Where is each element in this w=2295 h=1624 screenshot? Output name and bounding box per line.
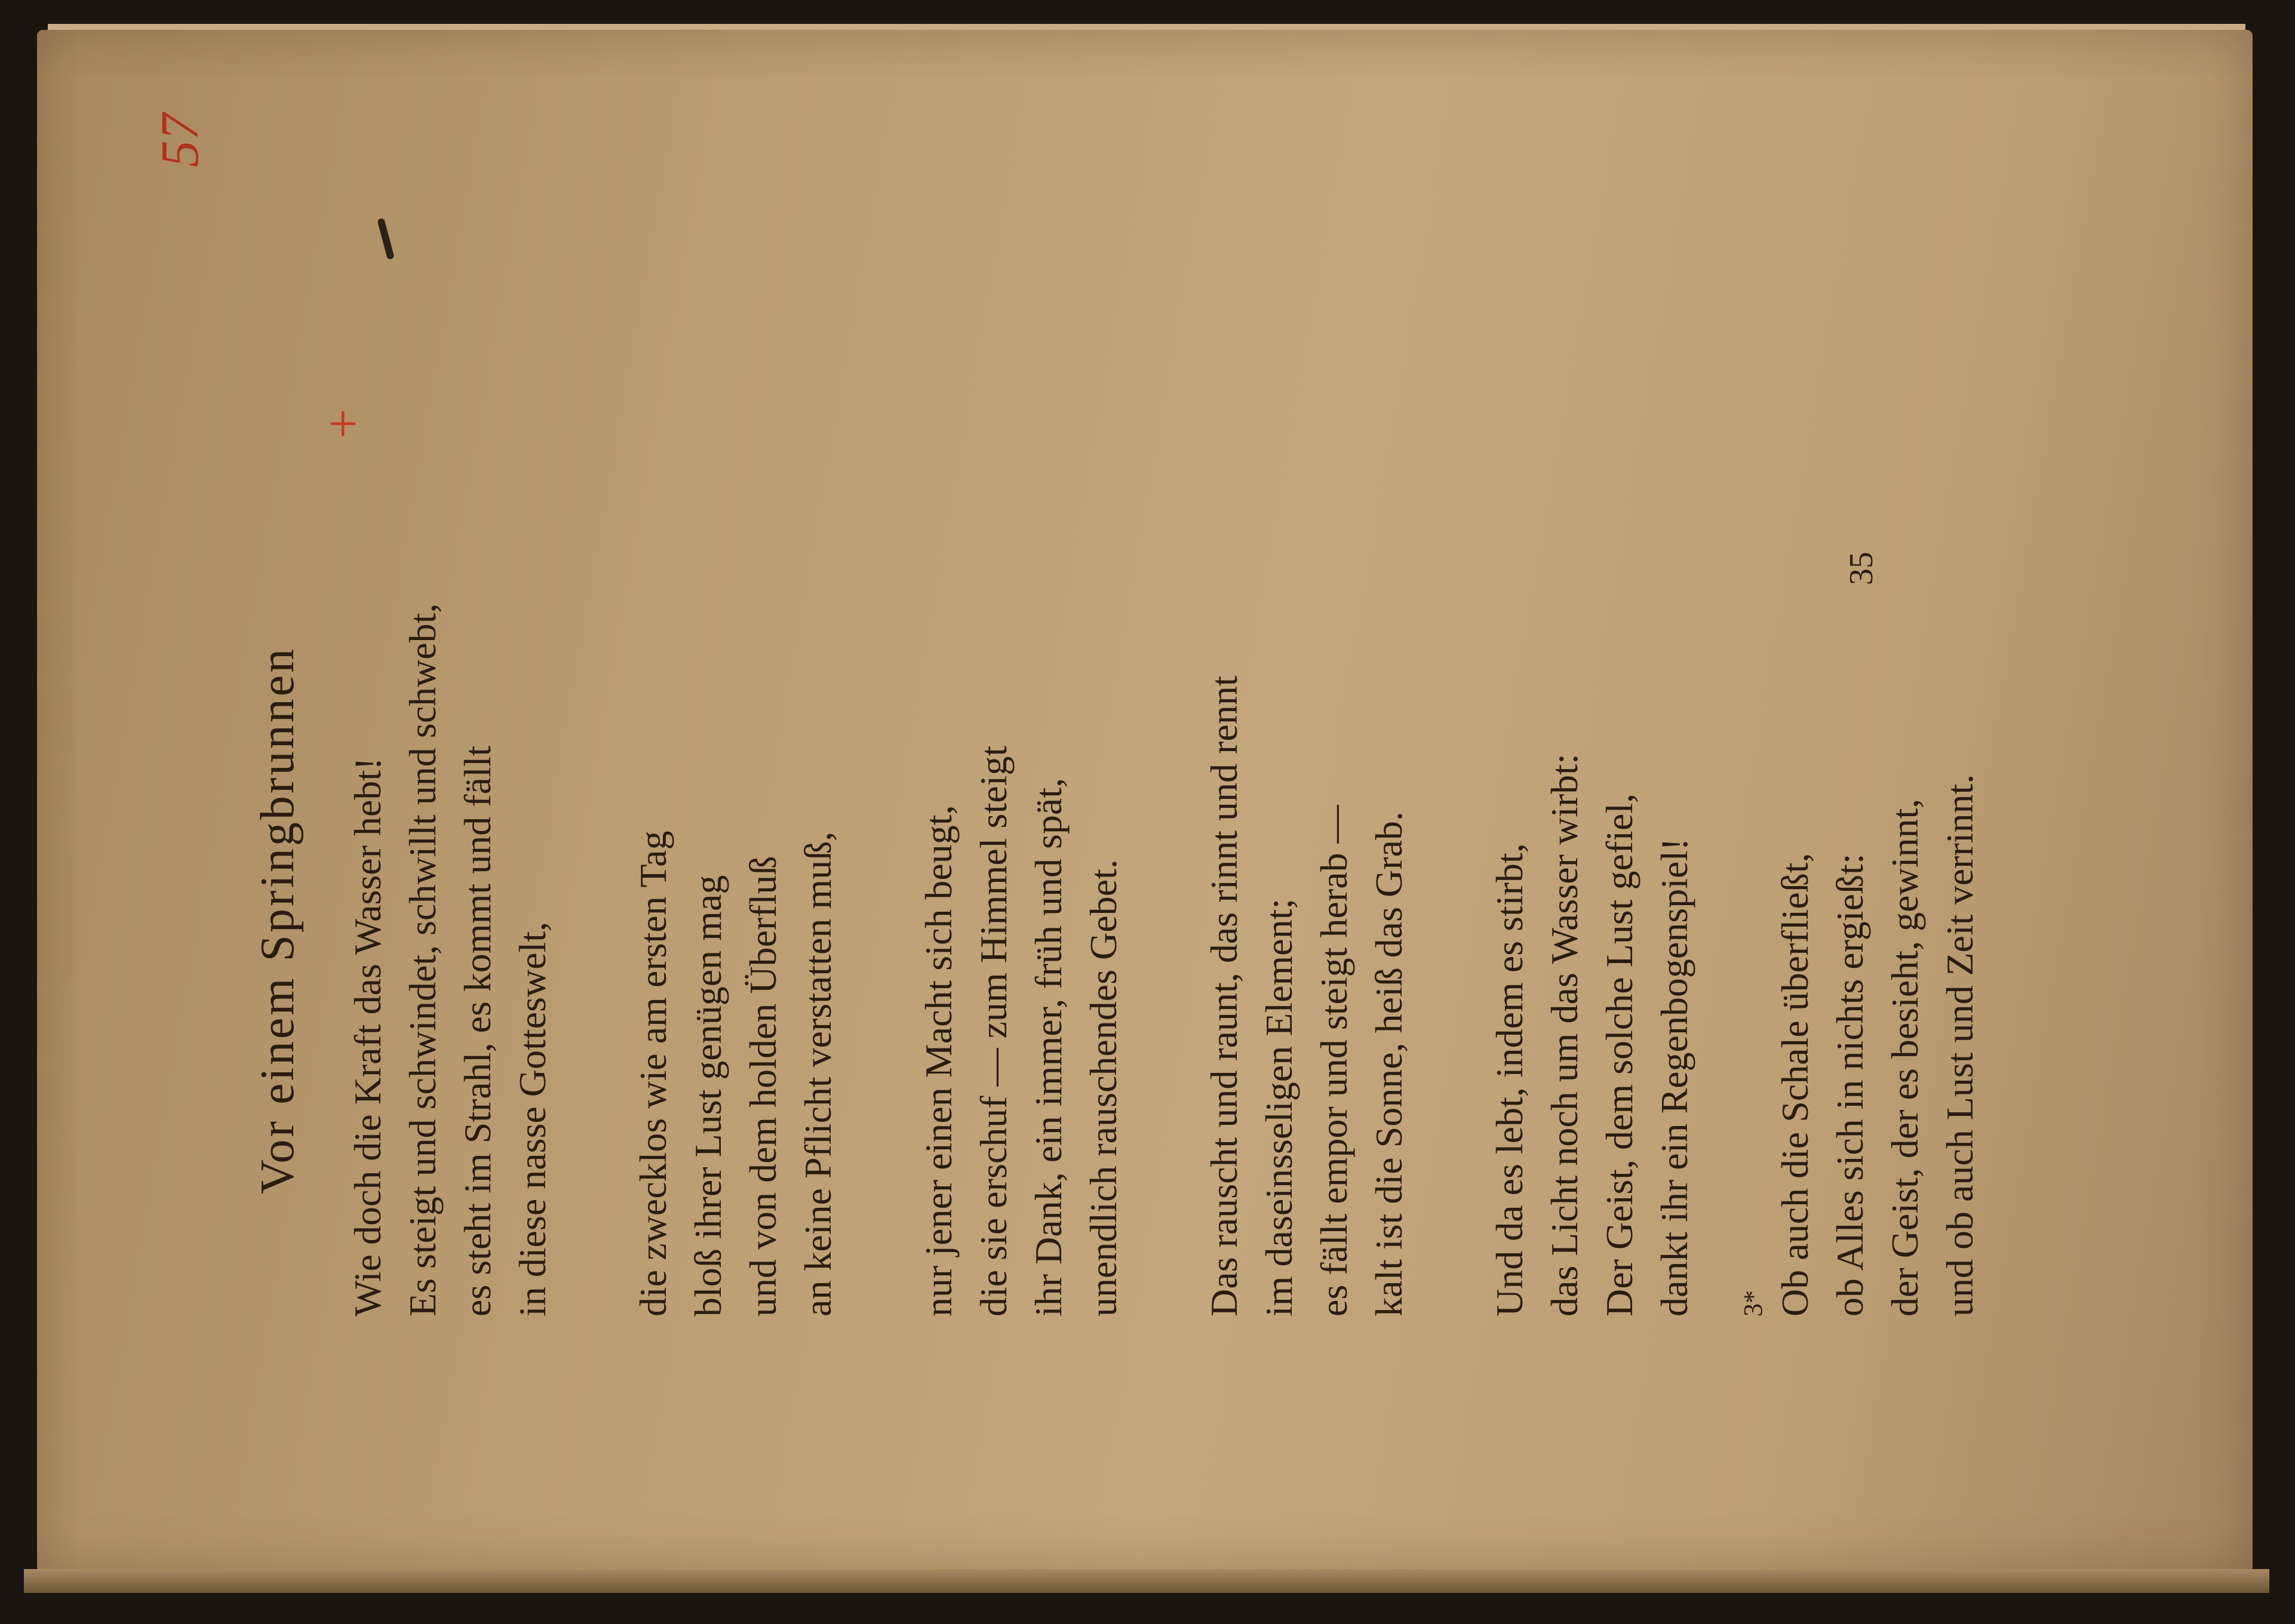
poem-line: die sie erschuf — zum Himmel steigt bbox=[972, 745, 1015, 1317]
poem-line: ob Alles sich in nichts ergießt: bbox=[1829, 853, 1871, 1317]
poem-line: es fällt empor und steigt herab — bbox=[1313, 805, 1355, 1317]
signature-mark: 3* bbox=[1738, 1290, 1768, 1317]
stanza bbox=[1768, 242, 1987, 1317]
stanza bbox=[626, 242, 846, 1317]
poem-line: unendlich rauschendes Gebet. bbox=[1082, 859, 1125, 1317]
poem-line: Und da es lebt, indem es stirbt, bbox=[1488, 843, 1531, 1317]
red-cross-mark: + bbox=[314, 408, 373, 439]
poem-line: ihr Dank, ein immer, früh und spät, bbox=[1027, 777, 1070, 1317]
poem-line: Ob auch die Schale überfließt, bbox=[1774, 853, 1816, 1317]
poem-line: an keine Pflicht verstatten muß, bbox=[797, 831, 839, 1317]
poem-line: im daseinsseligen Element; bbox=[1258, 898, 1300, 1317]
stanza bbox=[1482, 242, 1702, 1317]
stanza bbox=[911, 242, 1131, 1317]
poem-title: Vor einem Springbrunnen bbox=[251, 646, 304, 1194]
poem-line: in diese nasse Gotteswelt, bbox=[511, 921, 554, 1317]
poem-line: es steht im Strahl, es kommt und fällt bbox=[456, 745, 499, 1317]
poem-line: Der Geist, dem solche Lust gefiel, bbox=[1598, 793, 1640, 1317]
poem-line: Es steigt und schwindet, schwillt und schwebt, bbox=[401, 603, 444, 1317]
stanza bbox=[340, 242, 560, 1317]
archive-number: 57 bbox=[150, 113, 210, 167]
poem-line: Das rauscht und raunt, das rinnt und rennt bbox=[1203, 675, 1245, 1317]
poem-line: dankt ihr ein Regenbogenspiel! bbox=[1653, 838, 1695, 1317]
poem-line: die zwecklos wie am ersten Tag bbox=[632, 831, 674, 1317]
poem-line: kalt ist die Sonne, heiß das Grab. bbox=[1368, 811, 1410, 1317]
poem-line: nur jener einen Macht sich beugt, bbox=[917, 805, 960, 1317]
page-number: 35 bbox=[1843, 552, 1880, 585]
poem-body bbox=[340, 242, 2053, 1317]
poem-line: der Geist, der es besieht, gewinnt, bbox=[1884, 798, 1926, 1317]
poem-line: und ob auch Lust und Zeit verrinnt. bbox=[1938, 774, 1981, 1317]
poem-line: bloß ihrer Lust genügen mag bbox=[687, 875, 729, 1317]
poem-line: das Licht noch um das Wasser wirbt: bbox=[1543, 753, 1586, 1317]
poem-line: Wie doch die Kraft das Wasser hebt! bbox=[346, 757, 389, 1317]
stanza bbox=[1197, 242, 1417, 1317]
poem-line: und von dem holden Überfluß bbox=[742, 856, 784, 1317]
